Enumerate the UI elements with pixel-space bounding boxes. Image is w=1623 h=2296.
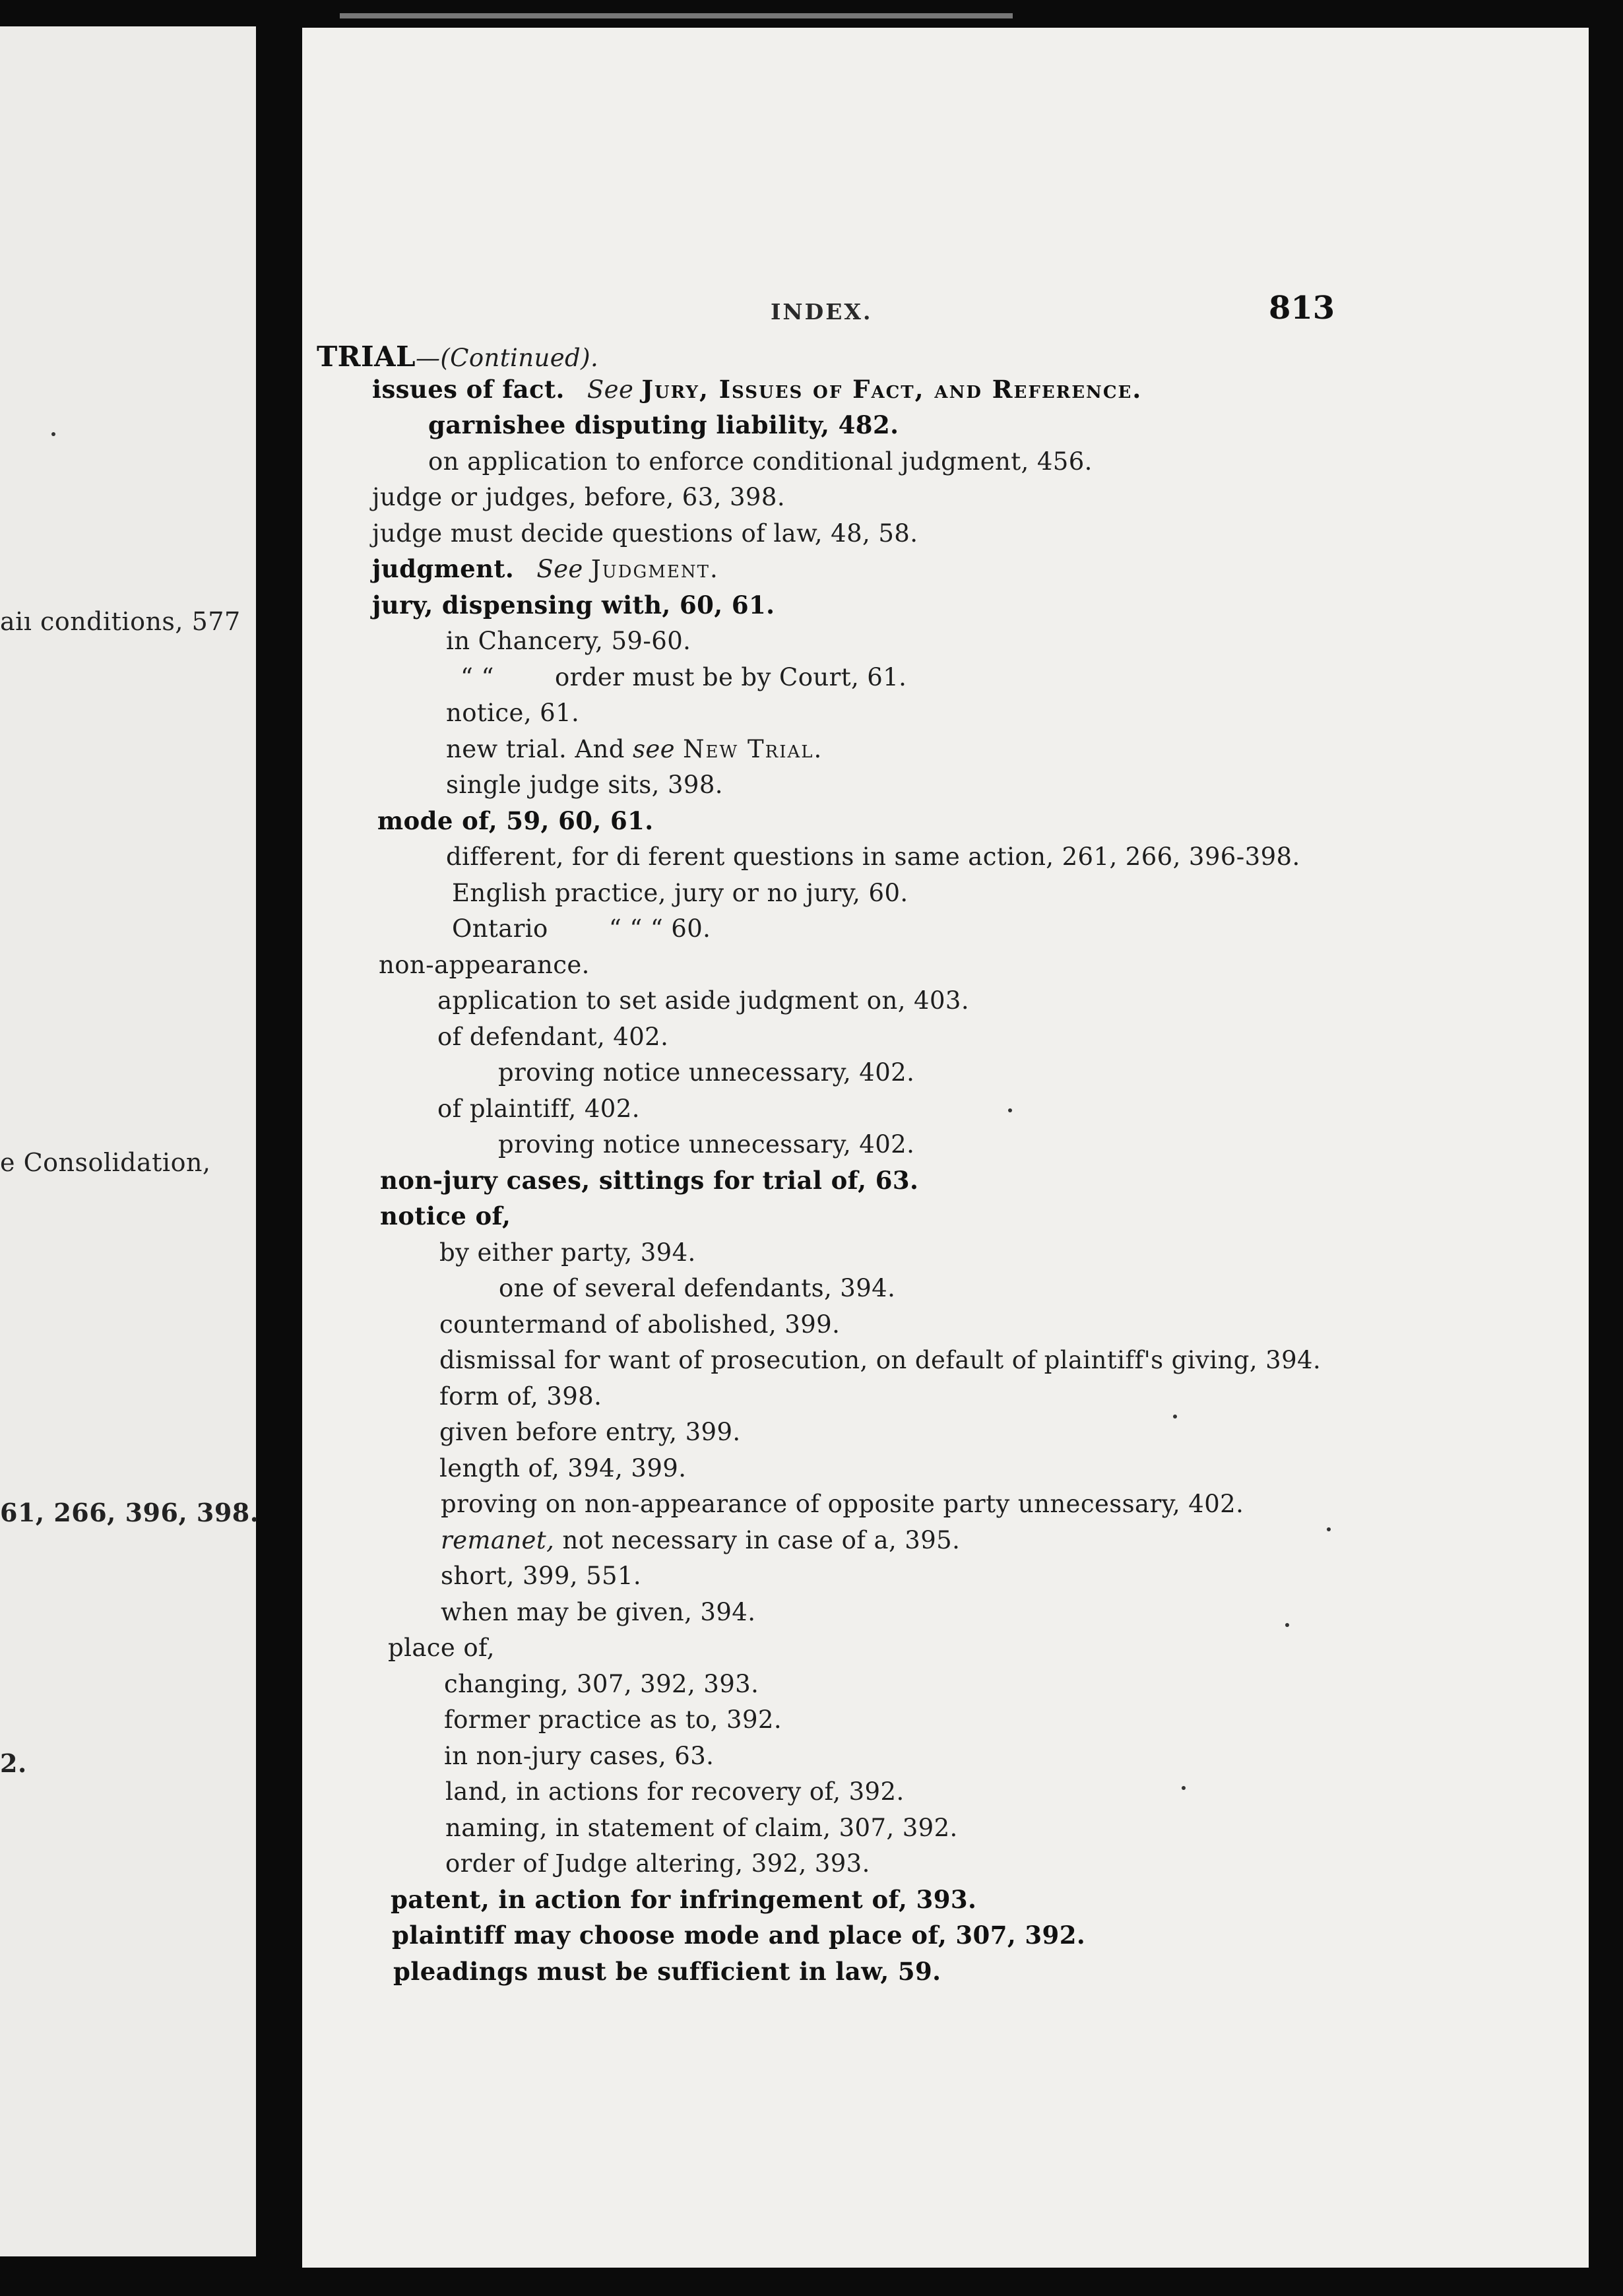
entry-ontario: [452, 916, 711, 941]
remanet-rest: not necessary in case of a, 395.: [562, 1526, 961, 1554]
entry-changing: changing, 307, 392, 393.: [444, 1670, 759, 1698]
entry-judge-before: judge or judges, before, 63, 398.: [372, 483, 785, 511]
entry-plaintiff-choose: plaintiff may choose mode and place of, 307, 392.: [392, 1921, 1086, 1950]
left-fragment-3: 61, 266, 396, 398.: [0, 1498, 259, 1527]
entry-issues: [372, 377, 1142, 402]
index-entries: [302, 28, 1589, 2268]
entry-judge-decide: judge must decide questions of law, 48, 58.: [372, 519, 918, 548]
entry-countermand: countermand of abolished, 399.: [439, 1310, 841, 1339]
entry-in-chancery: in Chancery, 59-60.: [446, 627, 691, 655]
entry-notice-61: notice, 61.: [446, 699, 580, 727]
ontario-word: Ontario: [452, 914, 548, 943]
page-number: 813: [1269, 290, 1335, 327]
issues-see: See: [587, 375, 634, 404]
entry-given-before: given before entry, 399.: [439, 1418, 741, 1446]
ditto-marks: “ “: [461, 663, 494, 691]
judgment-label: judgment.: [372, 554, 515, 583]
entry-notice-of: notice of,: [380, 1201, 511, 1230]
entry-length-of: length of, 394, 399.: [439, 1454, 687, 1483]
new-trial-see: see: [632, 735, 675, 763]
judgment-ref: Judgment.: [590, 555, 719, 583]
entry-jury-dispensing: jury, dispensing with, 60, 61.: [372, 590, 775, 620]
entry-order-judge: order of Judge altering, 392, 393.: [445, 1849, 870, 1878]
entry-proving-2: proving notice unnecessary, 402.: [498, 1130, 915, 1159]
entry-conditional: on application to enforce conditional judgment, 456.: [428, 447, 1093, 476]
entry-new-trial: [446, 737, 823, 761]
entry-heading: [317, 340, 599, 373]
entry-either-party: by either party, 394.: [439, 1238, 696, 1267]
entry-single-judge: single judge sits, 398.: [446, 771, 723, 799]
entry-garnishee: garnishee disputing liability, 482.: [428, 410, 899, 439]
issues-refs: Jury, Issues of Fact, and Reference.: [641, 375, 1143, 404]
entry-remanet: [441, 1528, 960, 1552]
top-edge-bar: [340, 13, 1013, 18]
entry-judgment: [372, 554, 719, 583]
issues-label: issues of fact.: [372, 375, 565, 404]
entry-non-jury: non-jury cases, sittings for trial of, 63.: [380, 1166, 919, 1195]
order-court-text: order must be by Court, 61.: [554, 663, 907, 691]
new-trial-text: new trial. And: [446, 735, 625, 763]
entry-former: former practice as to, 392.: [444, 1706, 782, 1734]
ontario-ditto: “ “ “ 60.: [608, 914, 711, 943]
entry-non-appearance: non-appearance.: [379, 951, 590, 979]
entry-proving-1: proving notice unnecessary, 402.: [498, 1058, 915, 1087]
entry-when-given: when may be given, 394.: [441, 1598, 756, 1626]
speck: [1182, 1786, 1186, 1790]
entry-pleadings: pleadings must be sufficient in law, 59.: [393, 1957, 941, 1986]
entry-of-defendant: of defendant, 402.: [437, 1023, 669, 1051]
speck: [51, 432, 55, 436]
remanet-word: remanet,: [441, 1526, 555, 1554]
entry-form-of: form of, 398.: [439, 1382, 602, 1411]
entry-land: land, in actions for recovery of, 392.: [445, 1777, 905, 1806]
entry-order-court: [461, 665, 907, 689]
header-title: INDEX.: [771, 299, 873, 325]
entry-one-of-several: one of several defendants, 394.: [499, 1274, 896, 1302]
entry-naming: naming, in statement of claim, 307, 392.: [445, 1814, 958, 1842]
entry-set-aside: application to set aside judgment on, 403.: [437, 986, 970, 1015]
entry-of-plaintiff: of plaintiff, 402.: [437, 1095, 640, 1123]
speck: [1327, 1527, 1331, 1531]
entry-patent: patent, in action for infringement of, 393.: [391, 1885, 977, 1914]
entry-dismissal: dismissal for want of prosecution, on default of plaintiff's giving, 394.: [439, 1346, 1321, 1374]
left-fragment-2: e Consolidation,: [0, 1148, 211, 1177]
index-page: [302, 28, 1589, 2268]
entry-place-of: place of,: [388, 1634, 495, 1662]
entry-different: different, for di ferent questions in same action, 261, 266, 396-398.: [446, 843, 1300, 871]
entry-mode-of: mode of, 59, 60, 61.: [377, 806, 654, 835]
entry-proving-non: proving on non-appearance of opposite party unnecessary, 402.: [441, 1490, 1244, 1518]
entry-short: short, 399, 551.: [441, 1562, 642, 1590]
new-trial-ref: New Trial.: [683, 735, 823, 763]
entry-in-non-jury: in non-jury cases, 63.: [444, 1742, 715, 1770]
left-fragment-4: 2.: [0, 1748, 27, 1778]
entry-english: English practice, jury or no jury, 60.: [452, 879, 908, 907]
judgment-see: See: [536, 555, 583, 583]
previous-page: [0, 26, 259, 2256]
heading-suffix: —(Continued).: [415, 344, 599, 372]
left-fragment-1: aiı conditions, 577: [0, 607, 241, 636]
speck: [1008, 1108, 1012, 1112]
heading-word: TRIAL: [317, 340, 416, 373]
speck: [1173, 1415, 1177, 1419]
speck: [1285, 1623, 1289, 1627]
